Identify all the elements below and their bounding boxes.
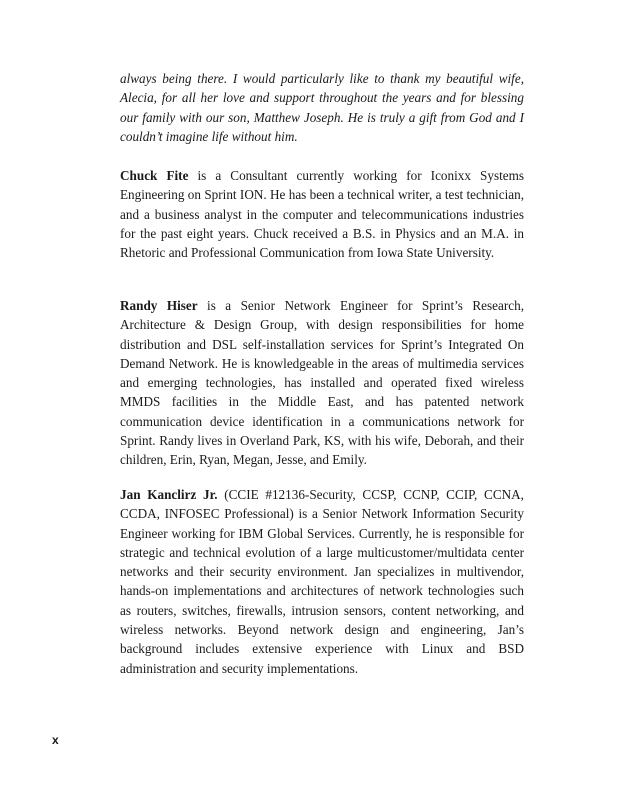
bio-text: is a Consultant currently working for Iconixx Systems Engineering on Sprint ION. He has been a technical writer, a test technician, and a business analyst in the computer and telecommunications industries for the past eight years. Chuck received a B.S. in Physics and an M.A. in Rhetoric and Professional Communication from Iowa State University. (120, 168, 524, 261)
bio-name: Jan Kanclirz Jr. (120, 487, 218, 502)
bio-jan-kanclirz (120, 485, 524, 678)
page-number: x (52, 733, 59, 747)
bio-randy-hiser (120, 296, 524, 470)
bio-name: Randy Hiser (120, 298, 198, 313)
bio-text: (CCIE #12136-Security, CCSP, CCNP, CCIP, CCNA, CCDA, INFOSEC Professional) is a Senior Network Information Security Engineer working for IBM Global Services. Currently, he is responsible for strategic and technical evolution of a large multicustomer/multidata center networks and their security environment. Jan specializes in multivendor, hands-on implementations and architectures of network technologies such as routers, switches, firewalls, intrusion sensors, content networking, and wireless networks. Beyond network design and engineering, Jan’s background includes extensive experience with Linux and BSD administration and security implementations. (120, 487, 524, 676)
bio-text: is a Senior Network Engineer for Sprint’s Research, Architecture & Design Group, with design responsibilities for home distribution and DSL self-installation services for Sprint’s Integrated On Demand Network. He is knowledgeable in the areas of multimedia services and emerging technologies, has installed and operated fixed wireless MMDS facilities in the Middle East, and has patented network communication device identification in a communications network for Sprint. Randy lives in Overland Park, KS, with his wife, Deborah, and their children, Erin, Ryan, Megan, Jesse, and Emily. (120, 298, 525, 468)
bio-chuck-fite (120, 166, 524, 262)
acknowledgment-continuation: always being there. I would particularly like to thank my beautiful wife, Alecia, for all her love and support throughout the years and for blessing our family with our son, Matthew Joseph. He is truly a gift from God and I couldn’t imagine life without him. (120, 71, 524, 144)
bio-name: Chuck Fite (120, 168, 189, 183)
